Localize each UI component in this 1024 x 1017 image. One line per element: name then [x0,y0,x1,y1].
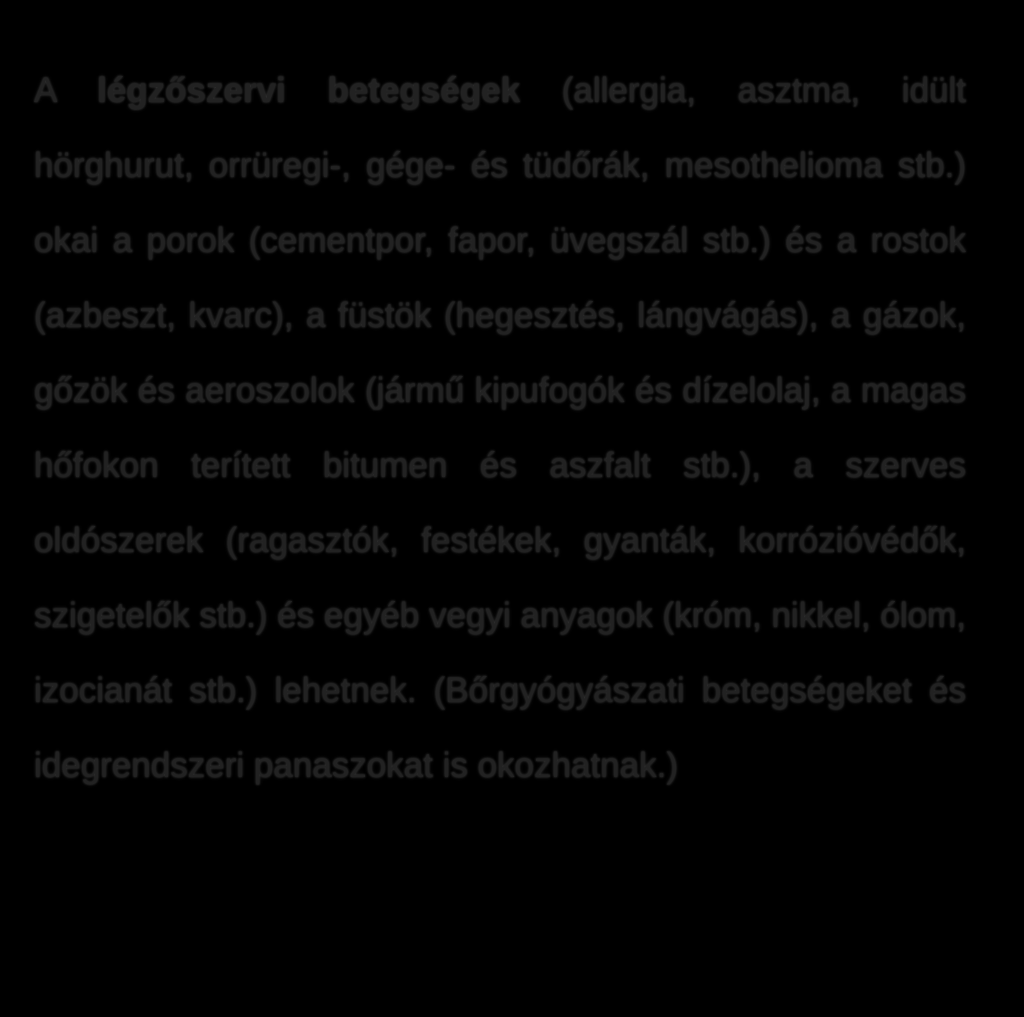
paragraph-body: (allergia, asztma, idült hörghurut, orrüregi-, gége- és tüdőrák, mesothelioma stb.) okai a porok (cementpor, fapor, üvegszál stb.) és a rostok (azbeszt, kvarc), a füstök (hegesztés, lángvágás), a gázok, gőzök és aeroszolok (jármű kipufogók és dízelolaj, a magas hőfokon terített bitumen és aszfalt stb.), a szerves oldószerek (ragasztók, festékek, gyanták, korrózióvédők, szigetelők stb.) és egyéb vegyi anyagok (króm, nikkel, ólom, izocianát stb.) lehetnek. (Bőrgyógyászati betegségeket és idegrendszeri panaszokat is okozhatnak.) [34,71,967,785]
emphasis-term: légzőszervi betegségek [97,71,521,110]
paragraph [34,53,966,803]
intro-word: A [34,71,56,110]
